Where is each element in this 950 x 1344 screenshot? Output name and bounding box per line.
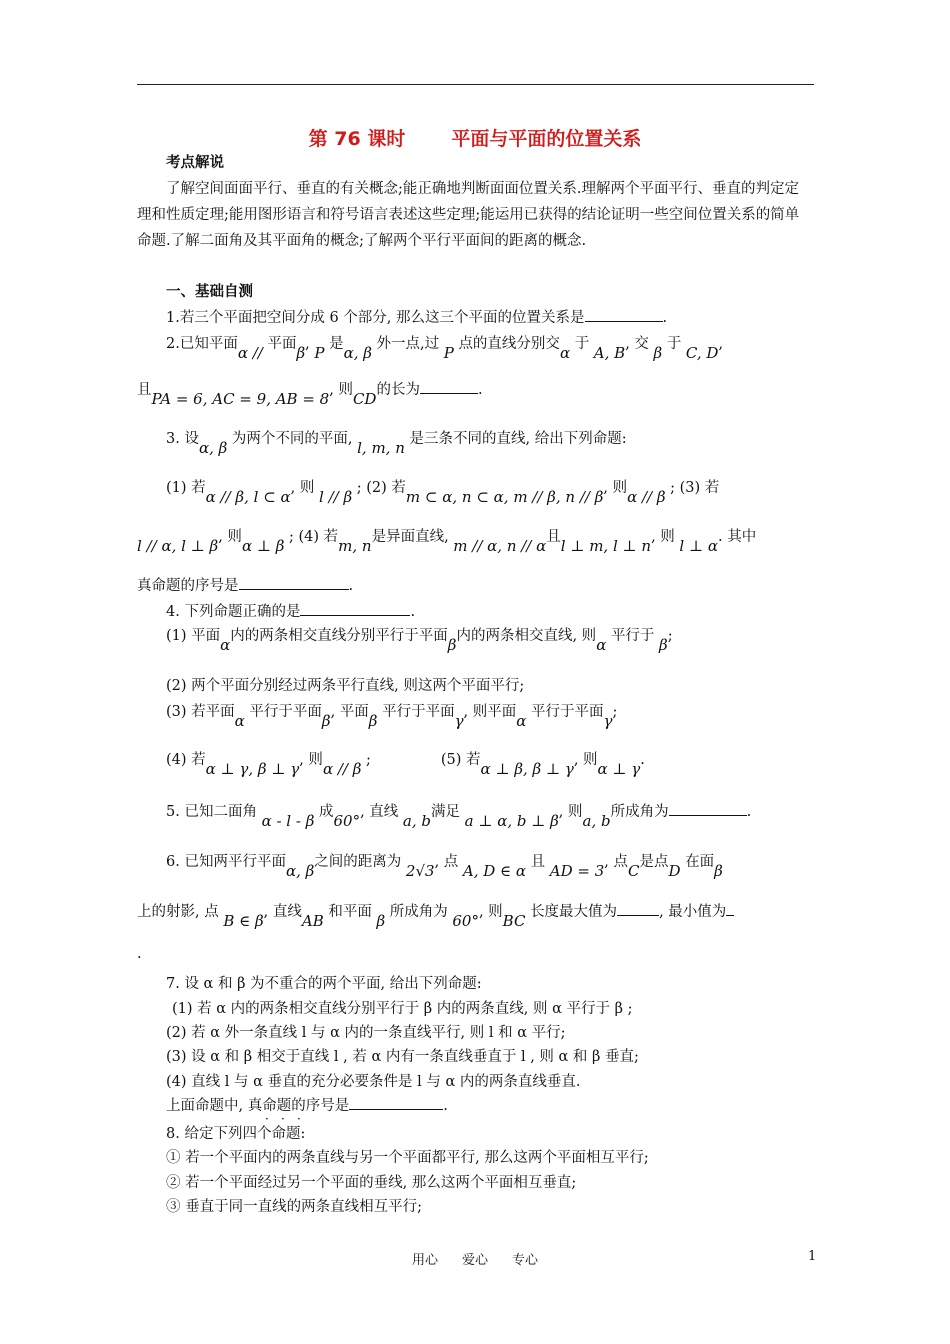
text-fragment: 是三条不同的直线, 给出下列命题: <box>409 431 627 447</box>
answer-blank <box>349 1095 443 1110</box>
text-fragment: , 点 <box>604 854 629 870</box>
math-expression: AB <box>301 912 324 930</box>
text-fragment: 4. 下列命题正确的是 <box>166 604 301 620</box>
text-fragment: , 直线 <box>360 804 399 820</box>
text-fragment: 点的直线分别交 <box>458 336 560 352</box>
math-expression: P <box>443 344 454 362</box>
text-fragment: 外一点,过 <box>376 336 440 352</box>
math-expression: 2√3 <box>405 862 435 880</box>
question-6 <box>166 850 723 880</box>
answer-blank <box>239 575 349 590</box>
text-fragment: 所成角为 <box>610 804 669 820</box>
question-7-item1: (1) 若 α 内的两条相交直线分别平行于 β 内的两条直线, 则 α 平行于 β ; <box>172 1001 633 1017</box>
math-expression: β <box>714 862 723 880</box>
text-fragment: (1) 若 <box>166 480 206 496</box>
answer-blank <box>669 801 747 816</box>
math-expression: 60° <box>333 812 361 830</box>
header-rule <box>137 84 814 85</box>
math-expression: l // β <box>319 488 353 506</box>
text-fragment: 内的两条相交直线, 则 <box>456 628 597 644</box>
text-fragment: . 其中 <box>717 529 757 545</box>
math-expression: l ⊥ α <box>679 537 718 555</box>
text-fragment: 长度最大值为 <box>530 904 618 920</box>
text-fragment: 上的射影, 点 <box>137 904 219 920</box>
text-fragment: (5) 若 <box>440 752 481 768</box>
text-fragment: 满足 <box>431 804 460 820</box>
text-fragment: 和平面 <box>328 904 372 920</box>
text-fragment: 是异面直线, <box>371 529 449 545</box>
math-expression: β <box>447 636 457 654</box>
question-4-item3 <box>166 700 618 730</box>
text-fragment: , <box>305 336 315 352</box>
text-fragment: , 直线 <box>263 904 302 920</box>
math-expression: A, D ∈ α <box>462 862 527 880</box>
answer-blank <box>585 307 663 322</box>
text-fragment: 且 <box>546 529 561 545</box>
question-4-item2: (2) 两个平面分别经过两条平行直线, 则这两个平面平行; <box>166 678 525 694</box>
text-fragment: , 则平面 <box>463 704 517 720</box>
question-3-line1 <box>166 476 720 506</box>
text-fragment: . <box>640 752 645 768</box>
math-expression: l // α, l ⊥ β <box>137 537 219 555</box>
text-fragment: 用心 <box>411 1253 438 1268</box>
answer-blank <box>420 379 478 394</box>
question-8-item2: ② 若一个平面经过另一个平面的垂线, 那么这两个平面相互垂直; <box>166 1175 577 1191</box>
question-7-item3: (3) 设 α 和 β 相交于直线 l , 若 α 内有一条直线垂直于 l , 则 α 和 β 垂直; <box>166 1049 639 1065</box>
text-fragment: , 交 <box>625 336 649 352</box>
section-kaodian: 考点解说 <box>166 155 224 171</box>
question-8-item1: ① 若一个平面内的两条直线与另一个平面都平行, 那么这两个平面相互平行; <box>166 1150 649 1166</box>
text-fragment: 之间的距离为 <box>314 854 402 870</box>
text-fragment: , 则 <box>299 752 323 768</box>
text-fragment: 平面 <box>267 336 297 352</box>
intro-paragraph: 了解空间面面平行、垂直的有关概念;能正确地判断面面位置关系.理解两个平面平行、垂直的判定定理和性质定理;能用图形语言和符号语言表述这些定理;能运用已获得的结论证明一些空间位置关系的简单命题.了解二面角及其平面角的概念;了解两个平行平面间的距离的概念. <box>137 181 800 249</box>
text-fragment: 真命题的序号是 <box>137 578 239 594</box>
question-6-cont <box>137 900 734 930</box>
math-expression: PA = 6, AC = 9, AB = 8 <box>151 390 330 408</box>
text-fragment: (3) 若平面 <box>166 704 235 720</box>
text-fragment: ; (2) 若 <box>356 480 406 496</box>
question-3-line3: 真命题的序号是 . <box>137 574 353 595</box>
text-fragment: ; (4) 若 <box>289 529 339 545</box>
math-expression: β <box>296 344 306 362</box>
text-fragment: 是点 <box>639 854 669 870</box>
text-fragment: 3. 设 <box>166 431 199 447</box>
math-expression: a, b <box>402 812 431 830</box>
answer-blank <box>617 901 659 916</box>
question-6-end: . <box>137 946 142 962</box>
text-fragment: 于 <box>574 336 590 352</box>
math-expression: α <box>220 636 231 654</box>
text-fragment: 且 <box>530 854 546 870</box>
text-fragment: 平行于 <box>610 628 655 644</box>
text-fragment: (4) 若 <box>166 752 206 768</box>
math-expression: β <box>659 636 668 654</box>
math-expression: C <box>628 862 640 880</box>
math-expression: α // β, l ⊂ α <box>205 488 291 506</box>
math-expression: 60° <box>452 912 479 930</box>
math-expression: α // β <box>322 760 362 778</box>
text-fragment: 专心 <box>512 1253 539 1268</box>
question-5: 5. 已知二面角 α - l - β 成60°, 直线 a, b满足 a ⊥ α, b ⊥ β, 则a, b所成角为 . <box>166 800 751 821</box>
text-fragment: 爱心 <box>461 1253 488 1268</box>
answer-blank <box>300 601 410 616</box>
math-expression: α - l - β <box>261 812 315 830</box>
question-4: 4. 下列命题正确的是 . <box>166 600 415 621</box>
question-7-item5: 上面命题中, 真命题的序号是 . <box>166 1094 448 1115</box>
math-expression: α ⊥ γ, β ⊥ γ <box>205 760 300 778</box>
text-fragment: (1) 平面 <box>166 628 221 644</box>
emphasis-dots: · <box>297 1112 301 1126</box>
emphasis-dots: · <box>281 1112 285 1126</box>
text-fragment: 平行于平面 <box>382 704 455 720</box>
question-3 <box>166 427 627 457</box>
section-basic-test: 一、基础自测 <box>166 284 253 300</box>
text-fragment: ; <box>612 704 618 720</box>
text-fragment: , 平面 <box>330 704 369 720</box>
question-3-line2 <box>137 525 757 555</box>
question-7-item4: (4) 直线 l 与 α 垂直的充分必要条件是 l 与 α 内的两条直线垂直. <box>166 1074 581 1090</box>
math-expression: γ <box>603 712 613 730</box>
text-fragment: , 则 <box>573 752 598 768</box>
math-expression: m, n <box>338 537 372 555</box>
text-fragment: 6. 已知两平行平面 <box>166 854 286 870</box>
math-expression: β <box>653 344 663 362</box>
math-expression: α <box>596 636 607 654</box>
math-expression: β <box>321 712 331 730</box>
question-2 <box>166 332 724 362</box>
math-expression: α ⊥ β <box>241 537 285 555</box>
text-fragment: 为两个不同的平面, <box>231 431 353 447</box>
math-expression: B ∈ β <box>223 912 264 930</box>
text-fragment: 的长为 <box>376 382 420 398</box>
text-fragment: , 点 <box>434 854 459 870</box>
answer-blank <box>726 901 734 916</box>
math-expression: α, β <box>198 439 228 457</box>
question-8-item3: ③ 垂直于同一直线的两条直线相互平行; <box>166 1199 422 1215</box>
math-expression: α // <box>237 344 263 362</box>
text-fragment: , 则 <box>558 804 583 820</box>
text-fragment: 所成角为 <box>389 904 448 920</box>
text-fragment: 1.若三个平面把空间分成 6 个部分, 那么这三个平面的位置关系是 <box>166 310 585 326</box>
math-expression: m ⊂ α, n ⊂ α, m // β, n // β <box>405 488 604 506</box>
text-fragment: ; <box>366 752 371 768</box>
math-expression: A, B <box>593 344 626 362</box>
math-expression: β <box>376 912 386 930</box>
text-fragment: , 则 <box>218 529 242 545</box>
math-expression: m // α, n // α <box>453 537 547 555</box>
text-fragment: 上面命题中, 真命题的序号是 <box>166 1098 350 1114</box>
math-expression: α ⊥ β, β ⊥ γ <box>480 760 574 778</box>
math-expression: D <box>668 862 681 880</box>
text-fragment: , <box>718 336 724 352</box>
emphasis-dots: · <box>265 1112 269 1126</box>
math-expression: l ⊥ m, l ⊥ n <box>560 537 652 555</box>
math-expression: CD <box>352 390 377 408</box>
math-expression: α <box>234 712 245 730</box>
question-4-item45 <box>166 748 645 778</box>
text-fragment: , 则 <box>603 480 628 496</box>
text-fragment: , 则 <box>290 480 315 496</box>
text-fragment: 成 <box>318 804 334 820</box>
text-fragment: , 最小值为 <box>659 904 727 920</box>
question-7: 7. 设 α 和 β 为不重合的两个平面, 给出下列命题: <box>166 976 482 992</box>
text-fragment: ; <box>667 628 673 644</box>
math-expression: α <box>516 712 527 730</box>
text-fragment: 2.已知平面 <box>166 336 238 352</box>
math-expression: AD = 3 <box>549 862 605 880</box>
text-fragment: ; (3) 若 <box>670 480 720 496</box>
text-fragment: 内的两条相交直线分别平行于平面 <box>230 628 448 644</box>
lesson-topic: 平面与平面的位置关系 <box>451 128 642 150</box>
question-7-item2: (2) 若 α 外一条直线 l 与 α 内的一条直线平行, 则 l 和 α 平行; <box>166 1025 566 1041</box>
text-fragment: 是 <box>329 336 344 352</box>
math-expression: β <box>368 712 378 730</box>
math-expression: α ⊥ γ <box>597 760 641 778</box>
math-expression: α // β <box>627 488 666 506</box>
text-fragment: , 则 <box>478 904 503 920</box>
text-fragment: 5. 已知二面角 <box>166 804 257 820</box>
math-expression: C, D <box>685 344 719 362</box>
page-number: 1 <box>808 1249 817 1264</box>
math-expression: α <box>559 344 571 362</box>
math-expression: a ⊥ α, b ⊥ β <box>464 812 559 830</box>
text-fragment: , 则 <box>329 382 353 398</box>
math-expression: a, b <box>582 812 611 830</box>
text-fragment: 且 <box>137 382 152 398</box>
page-title <box>0 124 950 151</box>
math-expression: α, β <box>343 344 372 362</box>
math-expression: P <box>314 344 325 362</box>
text-fragment: 平行于平面 <box>531 704 604 720</box>
text-fragment: , 则 <box>651 529 675 545</box>
lesson-number: 第 76 课时 <box>308 128 406 150</box>
question-2-cont: 且PA = 6, AC = 9, AB = 8, 则CD的长为 . <box>137 378 483 399</box>
math-expression: γ <box>454 712 464 730</box>
question-1: 1.若三个平面把空间分成 6 个部分, 那么这三个平面的位置关系是 . <box>166 306 667 327</box>
text-fragment: 于 <box>666 336 682 352</box>
question-4-item1 <box>166 624 673 654</box>
text-fragment: 在面 <box>685 854 715 870</box>
math-expression: α, β <box>285 862 315 880</box>
text-fragment: 平行于平面 <box>249 704 322 720</box>
math-expression: BC <box>502 912 526 930</box>
question-8: 8. 给定下列四个命题: <box>166 1126 306 1142</box>
math-expression: l, m, n <box>357 439 405 457</box>
